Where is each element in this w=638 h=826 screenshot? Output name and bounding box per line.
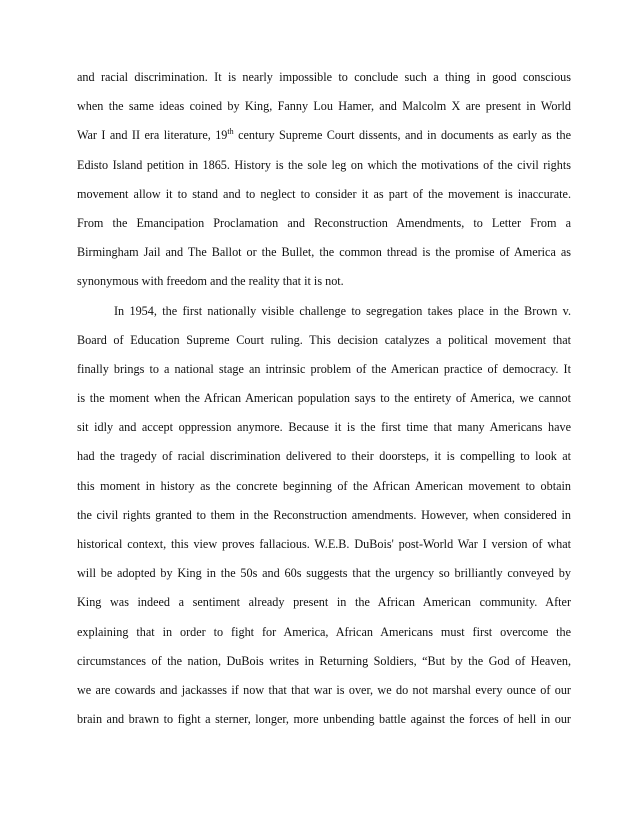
body-text xyxy=(77,67,571,738)
text-line: historical context, this view proves fallacious. W.E.B. DuBois' post-World War I version of what xyxy=(77,537,571,551)
text-line: explaining that in order to fight for America, African Americans must first overcome the xyxy=(77,624,571,639)
text-line: Birmingham Jail and The Ballot or the Bullet, the common thread is the promise of America as xyxy=(77,245,571,260)
ordinal-superscript: th xyxy=(227,127,234,137)
text-line: when the same ideas coined by King, Fanny Lou Hamer, and Malcolm X are present in World xyxy=(77,99,571,114)
text-line: finally brings to a national stage an intrinsic problem of the American practice of democracy. It xyxy=(77,361,571,376)
text-line: Board of Education Supreme Court ruling. This decision catalyzes a political movement that xyxy=(77,332,571,347)
text-line: brain and brawn to fight a sterner, longer, more unbending battle against the forces of hell in our xyxy=(77,712,571,727)
paragraph-last-line: synonymous with freedom and the reality that it is not. xyxy=(77,274,344,289)
text-line: Edisto Island petition in 1865. History is the sole leg on which the motivations of the civil rights xyxy=(77,157,571,172)
text-line: will be adopted by King in the 50s and 60s suggests that the urgency so brilliantly conveyed by xyxy=(77,566,571,581)
text-line xyxy=(77,125,571,154)
text-line: we are cowards and jackasses if now that that war is over, we do not marshal every ounce of our xyxy=(77,682,571,697)
text-line: movement allow it to stand and to neglect to consider it as part of the movement is inaccurate. xyxy=(77,186,571,201)
text-segment: century Supreme Court dissents, and in documents as early as the xyxy=(233,128,571,143)
paragraph-first-line: In 1954, the first nationally visible challenge to segregation takes place in the Brown v. xyxy=(114,303,571,318)
text-line: King was indeed a sentiment already present in the African American community. After xyxy=(77,595,571,610)
text-line: sit idly and accept oppression anymore. Because it is the first time that many Americans have xyxy=(77,420,571,435)
text-line: circumstances of the nation, DuBois writes in Returning Soldiers, “But by the God of Heaven, xyxy=(77,653,571,668)
text-line: From the Emancipation Proclamation and Reconstruction Amendments, to Letter From a xyxy=(77,215,571,230)
text-line: the civil rights granted to them in the Reconstruction amendments. However, when considered in xyxy=(77,507,571,522)
text-segment: War I and II era literature, 19 xyxy=(77,128,228,143)
text-line: this moment in history as the concrete beginning of the African American movement to obtain xyxy=(77,478,571,493)
text-line: had the tragedy of racial discrimination delivered to their doorsteps, it is compelling to look at xyxy=(77,449,571,464)
text-line: is the moment when the African American population says to the entirety of America, we cannot xyxy=(77,391,571,406)
text-line: and racial discrimination. It is nearly impossible to conclude such a thing in good conscious xyxy=(77,70,571,84)
